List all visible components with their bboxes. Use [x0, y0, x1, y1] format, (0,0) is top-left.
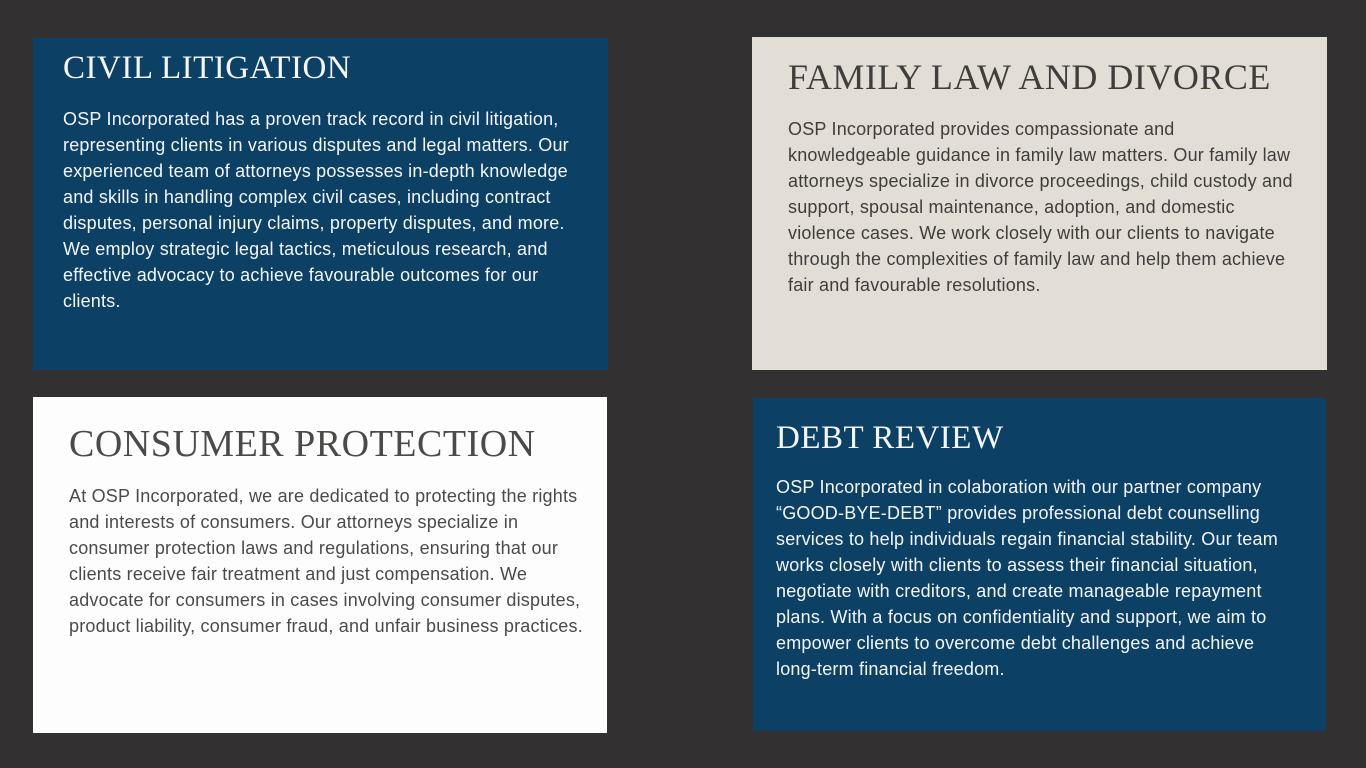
card-title-civil-litigation: CIVIL LITIGATION	[63, 50, 352, 86]
card-civil-litigation	[33, 38, 608, 370]
card-body-civil-litigation: OSP Incorporated has a proven track record in civil litigation, representing clients in various disputes and legal matters. Our experienced team of attorneys possesses in-depth knowledge and skills in handling complex civil cases, including contract disputes, personal injury claims, property disputes, and more. We employ strategic legal tactics, meticulous research, and effective advocacy to achieve favourable outcomes for our clients.	[63, 109, 569, 312]
card-body-debt-review: OSP Incorporated in colaboration with our partner company “GOOD-BYE-DEBT” provides professional debt counselling services to help individuals regain financial stability. Our team works closely with clients to assess their financial situation, negotiate with creditors, and create manageable repayment plans. With a focus on confidentiality and support, we aim to empower clients to overcome debt challenges and achieve long-term financial freedom.	[776, 477, 1278, 680]
card-family-law-and-divorce	[752, 37, 1327, 370]
card-title-family-law-and-divorce: FAMILY LAW AND DIVORCE	[788, 57, 1271, 97]
card-title-consumer-protection: CONSUMER PROTECTION	[69, 423, 536, 465]
card-debt-review	[753, 398, 1326, 731]
card-consumer-protection	[33, 397, 607, 733]
card-body-family-law-and-divorce: OSP Incorporated provides compassionate and knowledgeable guidance in family law matters. Our family law attorneys specialize in divorce proceedings, child custody and support, spousal maintenance, adoption, and domestic violence cases. We work closely with our clients to navigate through the complexities of family law and help them achieve fair and favourable resolutions.	[788, 119, 1293, 295]
card-body-consumer-protection: At OSP Incorporated, we are dedicated to protecting the rights and interests of consumers. Our attorneys specialize in consumer protection laws and regulations, ensuring that our clients receive fair treatment and just compensation. We advocate for consumers in cases involving consumer disputes, product liability, consumer fraud, and unfair business practices.	[69, 485, 583, 636]
card-title-debt-review: DEBT REVIEW	[776, 420, 1004, 456]
